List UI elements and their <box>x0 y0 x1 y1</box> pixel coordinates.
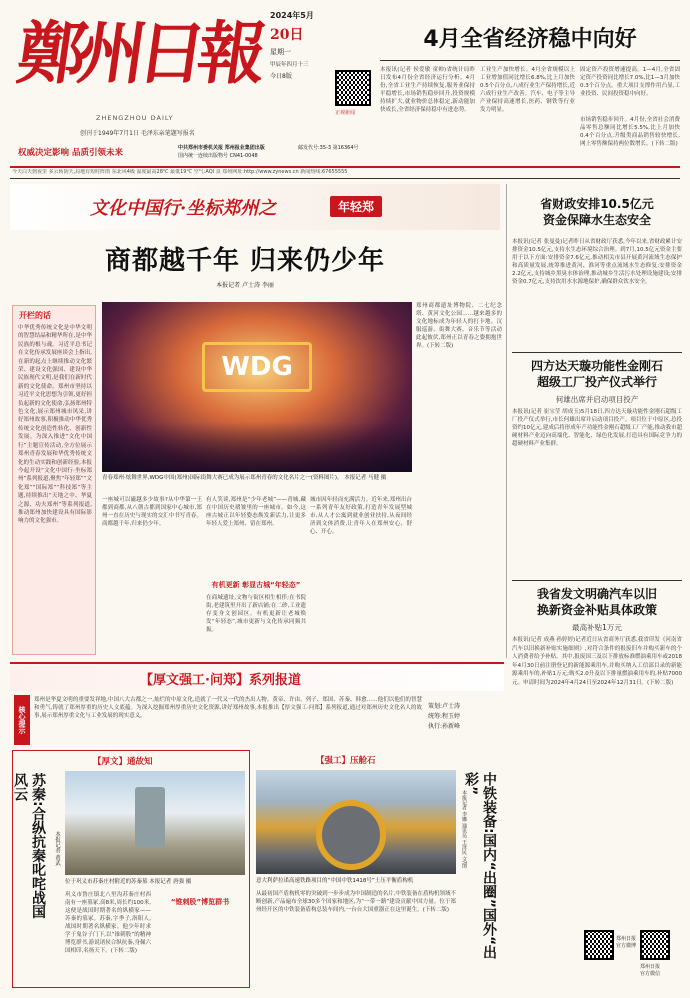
date-day: 20日 <box>270 27 304 43</box>
main-story-col-4: 郑州商都遗址博物院、二七纪念塔、黄河文化公园……越来越多的文化地标成为年轻人的打卡地。汉服巡游、街舞大赛、音乐节等活动此起彼伏,郑州正以青春之姿拥抱世界。(下转二版) <box>416 303 502 349</box>
opening-note-box <box>12 305 96 655</box>
side-story-1-headline: 省财政安排10.5亿元 资金保障水生态安全 <box>540 197 654 227</box>
story-left-subhead: “锥刺股”博览群书 <box>170 898 230 906</box>
main-story-headline: 商都越千年 归来仍少年 <box>104 246 386 276</box>
side-story-1-text: 本报讯(记者 张曼曼)记者昨日从省财政厅获悉,今年以来,省财政累计安排资金10.5亿元,支持水生态环境综合治理。到7月,10.5亿元资金主要用于以下方面:安排资金7.6亿元,推动相关市县开展黄河流域生态保护和高质量发展,统筹推进黄河、淮河等重点流域水生态修复;安排资金2.2亿元,支持城乡黑臭水体治理,推动城乡生活污水处理设施建设;安排资金0.7亿元,支持饮用水水源地保护,确保群众饮水安全。 <box>512 239 682 285</box>
main-story-col-1: 一座城可以磁越多少故事?从中华第一王都到商都,从八朝古都到国家中心城市,郑州一直在历史与现实的交汇中书写青春。商都越千年,归来仍少年。 <box>102 497 202 527</box>
side-story-3-subhead: 最高补贴1万元 <box>572 623 622 632</box>
side-story-2-subhead: 何雄出席并启动项目投产 <box>555 395 639 404</box>
wechat-qr-code[interactable] <box>640 930 670 960</box>
core-tip-label: 核心提示 <box>14 695 30 745</box>
story-left-text: 巩义市鲁庄镇北八里沟苏秦庄村西南有一座墓冢,高8米,周长约100米,这便是战国时期著名的纵横家——苏秦的墓冢。苏秦,字季子,洛阳人,战国时期著名纵横家。他少年时求学于鬼谷子门下,以“锥刺股”的精神博览群书,游说诸侯合纵抗秦,身佩六国相印,名扬天下。(下转二版) <box>65 892 151 954</box>
logo-char: 州 <box>72 14 152 94</box>
slogan: 权威决定影响 品质引领未来 <box>18 148 123 158</box>
page-count: 今日8版 <box>270 73 292 80</box>
top-story-headline: 4月全省经济稳中向好 <box>423 27 637 52</box>
logo-char: 日 <box>132 14 212 94</box>
masthead-rule <box>10 166 680 168</box>
series-planner: 策划:卢士涛 统筹:程玉婷 执行:孙新峰 <box>428 703 461 730</box>
stage-floor <box>102 422 412 472</box>
side-story-3-text: 本报讯(记者 成燕 孙婷婷)记者近日从省商务厅获悉,我省印发《河南省汽车以旧换新补贴实施细则》,对符合条件的报废旧车并购买新车的个人消费者给予补贴。其中,报废国三及以下排放标准燃油乘用车或2018年4月30日前注册登记的新能源乘用车,并购买纳入工信部目录的新能源乘用车的,补贴1万元;购买2.0升及以下排量燃油乘用车的,补贴7000元。申请时间为2024年4月24日至2024年12月31日。(下转二版) <box>512 637 682 686</box>
date-year-month: 2024年5月 <box>270 11 314 20</box>
top-story-col-3a: 固定资产投资增速提高。1—4月,全省固定资产投资同比增长7.0%,比1—3月加快0.3个百分点。重大项目支撑作用凸显,工业投资、民间投资稳中向好。 <box>580 67 680 97</box>
weekday: 星期一 <box>270 48 291 56</box>
section-banner-title: 文化中国行·坐标郑州之 <box>90 198 277 219</box>
top-story-rule <box>380 60 680 61</box>
side-rule-1 <box>512 352 682 353</box>
tbm-cutterhead <box>316 800 386 870</box>
series-banner-title: 【厚文强工·问郑】系列报道 <box>140 673 301 688</box>
top-story-col-3b: 市场销售稳步回升。4月份,全省社会消费品零售总额同比增长5.5%,比上月加快0.4个百分点,升级类商品销售较快增长,网上零售额保持两位数增长。(下转二版) <box>580 117 680 147</box>
section-banner <box>10 184 500 230</box>
story-left-photo <box>65 771 245 875</box>
story-left-box <box>12 750 250 988</box>
main-story-col-2b: 在商城遗址,文物与街区相生相伴;在书院街,老建筑里开出了新店铺;在二砂,工业遗存变身文创园区。有机更新让老城焕发“年轻态”,城市更新与文化传承同频共振。 <box>206 595 306 633</box>
top-story-col-2: 工业生产加快增长。4月全省规模以上工业增加值同比增长6.8%,比上月加快0.5个百分点,八成行业生产保持增长,近六成行业生产改善。汽车、电子等主导产业保持高速增长,医药、钢铁等行业发力明显。 <box>480 67 575 113</box>
series-top-rule <box>10 662 504 664</box>
story-right-tag: 【强工】压舱石 <box>316 756 376 766</box>
main-story-subhead: 有机更新 彰显古城“年轻态” <box>211 581 301 589</box>
wechat-qr-label: 郑州日报 官方微信 <box>640 964 661 977</box>
main-story-photo-caption: 青春郑州·炫舞世界,WDG中国(郑州)国际街舞大赛已成为展示郑州青春的文化名片之一(资料图片)。 本报记者 马健 摄 <box>102 475 387 481</box>
main-story-photo <box>102 302 412 472</box>
side-story-3-headline: 我省发文明确汽车以旧 换新资金补贴具体政策 <box>536 587 657 617</box>
main-story-col-3: 城市因年轻而充满活力。近年来,郑州出台一系列青年友好政策,打造青年发展型城市,从人才公寓到就业创业扶持,从夜间经济到文体消费,让青年人在郑州安心、舒心、开心。 <box>310 497 412 535</box>
english-name: ZHENGZHOU DAILY <box>96 114 174 122</box>
story-right-text: 从最初国产盾构机零的突破到一步步成为中国制造的名片,中铁装备在盾构机领域不断创新,产品遍布全球30多个国家和地区,为“一带一路”建设贡献中国力量。位于郑州经开区的中铁装备盾构总装车间内,一台台大国重器正在这里诞生。(下转二版) <box>256 891 456 913</box>
founded-line: 创刊于1949年7月1日 毛泽东亲笔题写报名 <box>80 130 195 137</box>
app-label: 正观新闻 <box>335 110 356 116</box>
masthead-logo <box>12 6 272 106</box>
story-left-byline: 本报记者 黄武 <box>54 831 60 866</box>
story-right-byline: 本报记者 李娜 通讯员 王泽民 文/图 <box>461 790 467 869</box>
story-left-headline: 苏秦:合纵抗秦叱咤战国风云 <box>12 773 46 919</box>
weibo-qr-code[interactable] <box>584 930 614 960</box>
logo-char: 報 <box>192 14 272 94</box>
series-banner <box>10 665 504 691</box>
cn-code: 国内统一连续出版物号 CN41-0048 <box>178 153 258 159</box>
stage-screen: WDG <box>202 342 312 392</box>
publisher-info: 中共郑州市委机关报 郑州报业集团出版 <box>178 145 265 151</box>
stone-stele <box>135 787 165 847</box>
main-story-col-2a: 有人笑谈,郑州是“少年老城”——青城,藏在中国历史褶皱里的一座城市。如今,这座古城正以年轻姿态焕发新活力,让更多年轻人爱上郑州、留在郑州。 <box>206 497 306 527</box>
lunar-date: 甲辰年四月十三 <box>270 62 309 68</box>
series-intro: 郑州是华夏文明的重要发祥地,中国八大古都之一,灿烂的中原文化,造就了一代又一代的杰出人物。黄帝、许由、列子、郑国、苏秦、韩愈……他们以他们的智慧和勇气,铸就了郑州厚重的历史人文底蕴。为深入挖掘郑州厚重历史文化资源,讲好郑州故事,本报推出【厚文强工·问郑】系列报道,通过对郑州历史文化名人的故事,展示郑州厚重文化与工业发展的现实意义。 <box>34 697 422 719</box>
side-rule-2 <box>512 580 682 581</box>
side-story-2-text: 本报讯(记者 崔宝莹 胡成玉)5月18日,四方达天璇功能性金刚石超级工厂投产仪式举行,市长何雄出席并启动项目投产。项目位于中原区,总投资约10亿元,建成后将形成年产功能性金刚石超级工厂产能,推动我市超硬材料产业迈向高端化、智能化、绿色化发展,打造具有国际竞争力的超硬材料产业集群。 <box>512 409 682 447</box>
story-right-photo <box>256 770 456 874</box>
column-divider <box>506 184 507 658</box>
opening-note-text: 中华优秀传统文化是中华文明的智慧结晶和精华所在,是中华民族的根与魂。习近平总书记在文化传承发展座谈会上指出,在新的起点上继续推动文化繁荣、建设文化强国、建设中华民族现代文明,是我们在新时代新的文化使命。郑州市坚持以习近平文化思想为引领,更好担负起新的文化使命,弘扬郑州特色文化,展示郑州城市风采,讲好郑州故事,积极推动中华优秀传统文化创造性转化、创新性发展。为深入推进“文化中国行”主题宣传活动,全方位展示郑州青春发展和华优秀传统文化的生动实践和创新经验,本报今起开设“文化中国行·坐标郑州”系列报道,聚焦“年轻郑”“文化郑”“国际郑”“科技郑”等主题,持续推出“天地之中、华夏之源、功夫郑州”等系列报道,推动郑州加快建设具有国际影响力的文化强市。 <box>18 325 92 525</box>
story-left-tag: 【厚文】通故知 <box>93 757 153 767</box>
main-story-byline: 本报记者 卢士涛 李丽 <box>216 282 274 289</box>
section-banner-tag: 年轻郑 <box>330 196 382 217</box>
app-qr-code[interactable] <box>335 70 371 106</box>
weather-rule <box>10 178 680 179</box>
opening-note-title: 开栏的话 <box>19 311 51 320</box>
weather-bar: 今天白天到夜里 多云转阴天,局地有短时阵雨 东北风4级 温度最高28℃ 最低19℃ 空气:AQI 良 郑州网址:http://www.zynews.cn 新闻热线:67655555 <box>12 169 348 175</box>
weibo-qr-label: 郑州日报 官方微博 <box>616 936 637 949</box>
story-right-photo-caption: 意大利萨拉诺高速铁路项目的“中国中铁1418号”土压平衡盾构机 <box>256 878 414 884</box>
top-story-col-1: 本报讯(记者 侯爱敏 童帅)省统计局昨日发布4月份全省经济运行分析。4月份,全省工业生产持续恢复,服务业保持平稳增长,市场销售稳步回升,投资规模持续扩大,就业物价总体稳定,新动能加快成长,全省经济保持稳中有进态势。 <box>380 67 475 113</box>
story-left-photo-caption: 位于巩义市苏秦庄村附近的苏秦墓 本报记者 唐强 摄 <box>65 879 192 885</box>
story-right-box <box>256 750 504 988</box>
story-right-headline: 中铁装备:国内“出圈”国外“出彩” <box>463 772 497 960</box>
date-block <box>270 10 330 80</box>
logo-char: 鄭 <box>12 14 92 94</box>
side-story-2-headline: 四方达天璇功能性金刚石 超级工厂投产仪式举行 <box>530 359 663 389</box>
post-code: 邮发代号:35-3 第16364号 <box>298 145 359 151</box>
